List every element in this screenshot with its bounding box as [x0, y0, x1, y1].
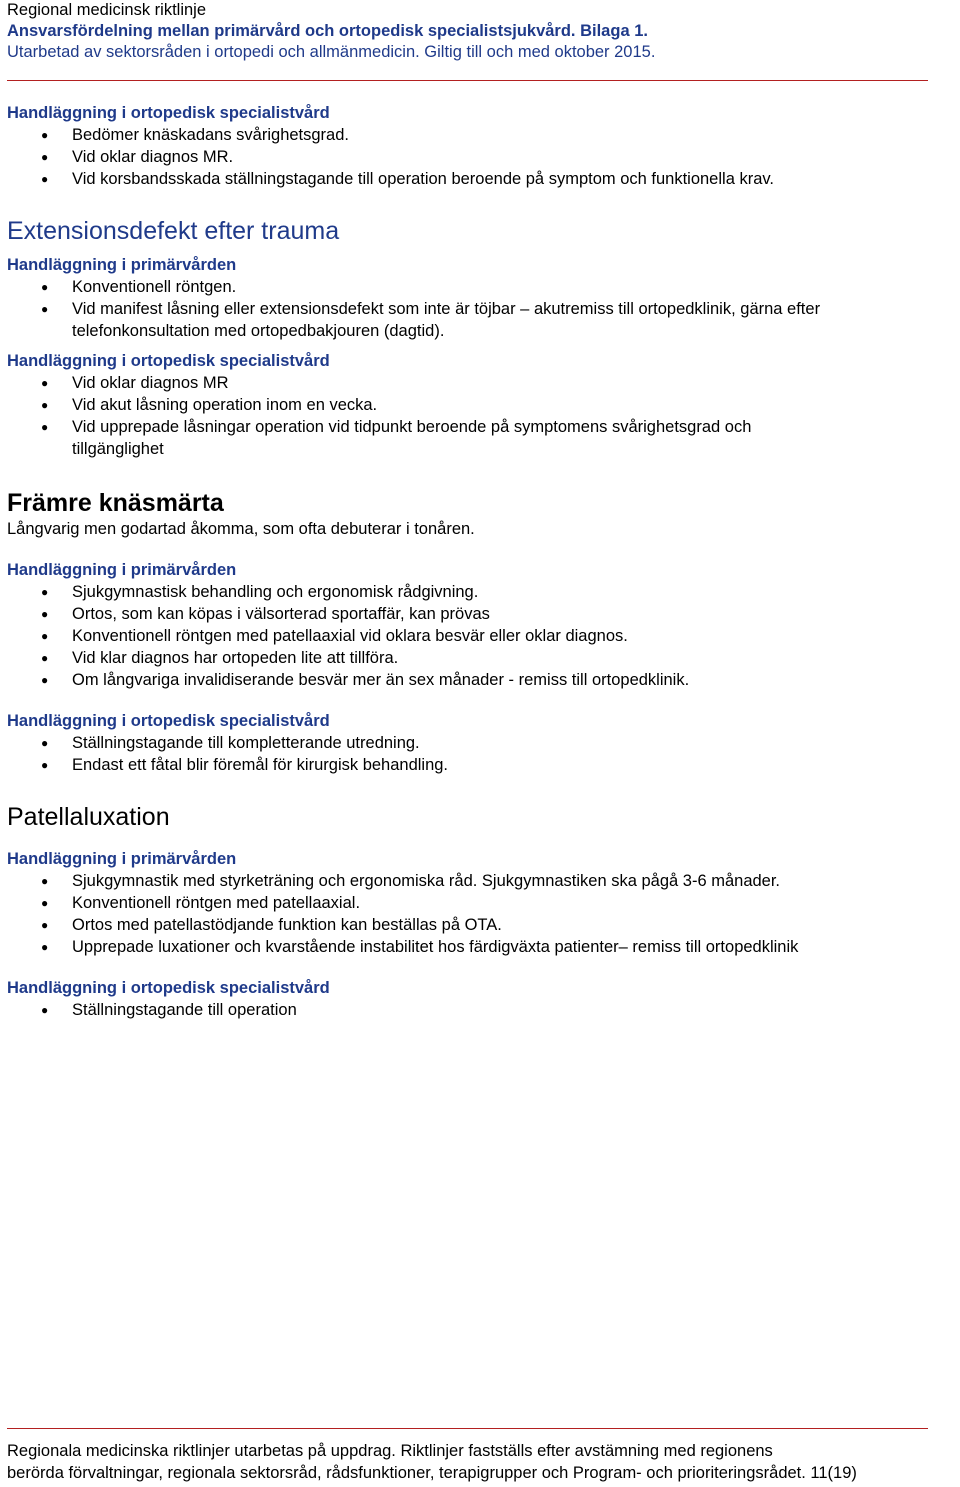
list-item-text: Ställningstagande till kompletterande utredning. — [72, 734, 420, 752]
list-item — [7, 146, 832, 168]
bullet-icon: ● — [41, 736, 49, 750]
section-heading: Främre knäsmärta — [7, 489, 224, 517]
list-item — [7, 999, 832, 1021]
page-header — [7, 0, 952, 63]
section-subheading: Handläggning i ortopedisk specialistvård — [7, 712, 330, 730]
list-item-text: Vid klar diagnos har ortopeden lite att tillföra. — [72, 649, 399, 667]
bullet-list — [7, 276, 952, 342]
list-item — [7, 276, 832, 298]
header-line-1: Regional medicinsk riktlinje — [7, 1, 206, 19]
bullet-icon: ● — [41, 629, 49, 643]
header-line-3: Utarbetad av sektorsråden i ortopedi och allmänmedicin. Giltig till och med oktober 2015. — [7, 43, 656, 61]
bullet-icon: ● — [41, 918, 49, 932]
bullet-icon: ● — [41, 874, 49, 888]
list-item — [7, 936, 832, 958]
list-item — [7, 394, 832, 416]
bullet-icon: ● — [41, 651, 49, 665]
list-item — [7, 647, 832, 669]
list-item-text: Konventionell röntgen med patellaaxial vid oklara besvär eller oklar diagnos. — [72, 627, 628, 645]
list-item-text: Ortos med patellastödjande funktion kan beställas på OTA. — [72, 916, 502, 934]
section-intro: Långvarig men godartad åkomma, som ofta debuterar i tonåren. — [7, 520, 475, 538]
list-item — [7, 914, 832, 936]
section-subheading: Handläggning i primärvården — [7, 561, 237, 579]
list-item — [7, 581, 832, 603]
page-footer — [7, 1440, 960, 1484]
bullet-icon: ● — [41, 302, 49, 316]
bullet-icon: ● — [41, 758, 49, 772]
list-item-text: Vid manifest låsning eller extensionsdefekt som inte är töjbar – akutremiss till ortopedklinik, gärna efter telefonkonsultation med ortopedbakjouren (dagtid). — [72, 300, 821, 340]
section-heading: Extensionsdefekt efter trauma — [7, 217, 340, 245]
list-item — [7, 124, 832, 146]
bullet-list — [7, 732, 952, 776]
section-subheading: Handläggning i ortopedisk specialistvård — [7, 979, 330, 997]
footer-line-2: berörda förvaltningar, regionala sektorsråd, rådsfunktioner, terapigrupper och Program- och prioriteringsrådet. 11(19) — [7, 1464, 857, 1482]
footer-line-1: Regionala medicinska riktlinjer utarbetas på uppdrag. Riktlinjer fastställs efter avstämning med regionens — [7, 1442, 773, 1460]
list-item-text: Endast ett fåtal blir föremål för kirurgisk behandling. — [72, 756, 449, 774]
list-item-text: Ställningstagande till operation — [72, 1001, 297, 1019]
bullet-icon: ● — [41, 150, 49, 164]
list-item-text: Vid upprepade låsningar operation vid tidpunkt beroende på symptomens svårighetsgrad och tillgänglighet — [72, 418, 752, 458]
list-item — [7, 732, 832, 754]
bullet-list — [7, 581, 952, 691]
bullet-list — [7, 124, 952, 190]
bullet-icon: ● — [41, 128, 49, 142]
footer-divider — [7, 1428, 928, 1429]
bullet-icon: ● — [41, 1003, 49, 1017]
list-item-text: Upprepade luxationer och kvarstående instabilitet hos färdigväxta patienter– remiss till ortopedklinik — [72, 938, 799, 956]
bullet-list — [7, 372, 952, 460]
list-item-text: Ortos, som kan köpas i välsorterad sportaffär, kan prövas — [72, 605, 490, 623]
header-divider — [7, 80, 928, 81]
list-item — [7, 168, 832, 190]
list-item — [7, 625, 832, 647]
bullet-icon: ● — [41, 280, 49, 294]
bullet-icon: ● — [41, 940, 49, 954]
bullet-icon: ● — [41, 607, 49, 621]
list-item-text: Vid oklar diagnos MR — [72, 374, 229, 392]
bullet-list — [7, 870, 952, 958]
section-subheading: Handläggning i primärvården — [7, 256, 237, 274]
list-item — [7, 298, 832, 342]
bullet-icon: ● — [41, 673, 49, 687]
bullet-icon: ● — [41, 896, 49, 910]
list-item — [7, 416, 832, 460]
list-item — [7, 892, 832, 914]
list-item — [7, 754, 832, 776]
bullet-icon: ● — [41, 376, 49, 390]
list-item-text: Vid oklar diagnos MR. — [72, 148, 234, 166]
list-item — [7, 669, 832, 691]
list-item-text: Om långvariga invalidiserande besvär mer än sex månader - remiss till ortopedklinik. — [72, 671, 690, 689]
bullet-icon: ● — [41, 585, 49, 599]
list-item-text: Bedömer knäskadans svårighetsgrad. — [72, 126, 349, 144]
section-subheading: Handläggning i ortopedisk specialistvård — [7, 352, 330, 370]
list-item-text: Konventionell röntgen. — [72, 278, 237, 296]
list-item-text: Sjukgymnastisk behandling och ergonomisk rådgivning. — [72, 583, 479, 601]
bullet-list — [7, 999, 952, 1021]
bullet-icon: ● — [41, 398, 49, 412]
header-line-2: Ansvarsfördelning mellan primärvård och ortopedisk specialistsjukvård. Bilaga 1. — [7, 22, 648, 40]
list-item — [7, 603, 832, 625]
list-item-text: Konventionell röntgen med patellaaxial. — [72, 894, 361, 912]
section-subheading: Handläggning i primärvården — [7, 850, 237, 868]
list-item-text: Vid korsbandsskada ställningstagande till operation beroende på symptom och funktionella krav. — [72, 170, 774, 188]
list-item — [7, 372, 832, 394]
bullet-icon: ● — [41, 420, 49, 434]
list-item — [7, 870, 832, 892]
bullet-icon: ● — [41, 172, 49, 186]
list-item-text: Sjukgymnastik med styrketräning och ergonomiska råd. Sjukgymnastiken ska pågå 3-6 månader. — [72, 872, 781, 890]
list-item-text: Vid akut låsning operation inom en vecka. — [72, 396, 378, 414]
section-subheading: Handläggning i ortopedisk specialistvård — [7, 104, 330, 122]
document-body — [7, 102, 952, 1021]
section-heading: Patellaluxation — [7, 803, 170, 831]
